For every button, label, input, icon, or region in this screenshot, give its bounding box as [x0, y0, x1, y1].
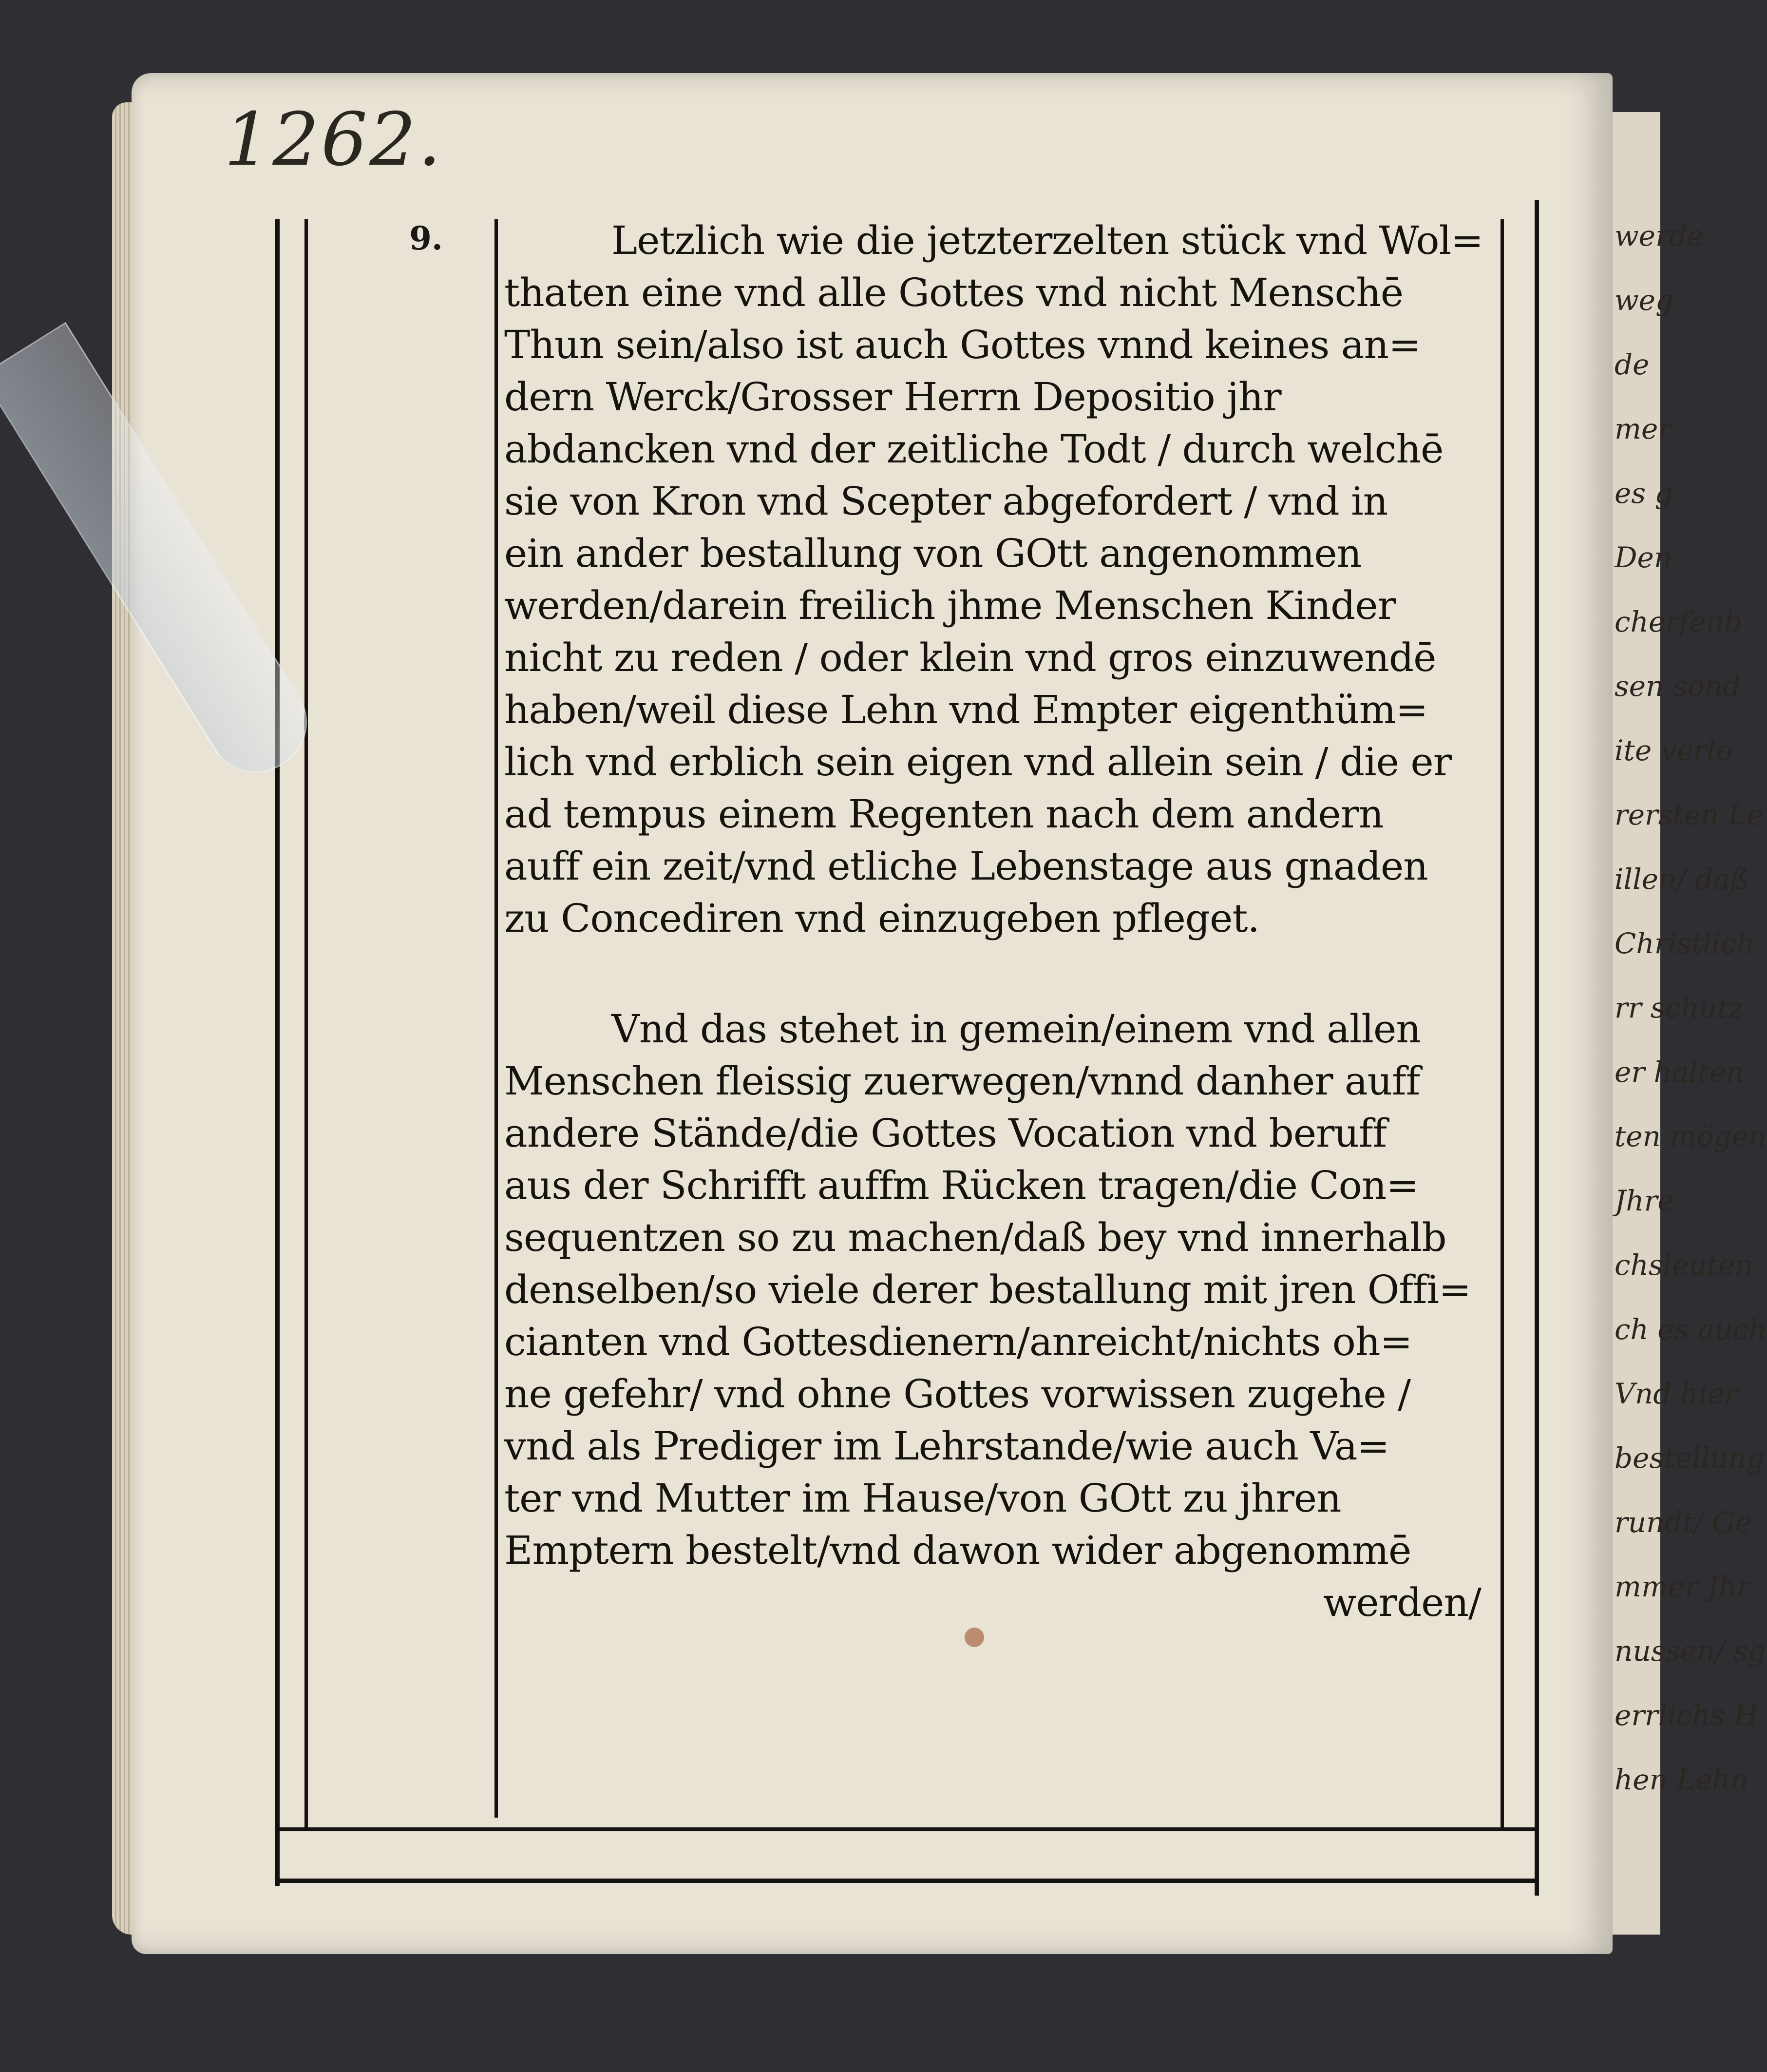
facing-page-fragment: ite verlo [1615, 734, 1733, 767]
text-line: aus der Schrifft auffm Rücken tragen/die Con= [504, 1163, 1419, 1208]
text-line: Menschen fleissig zuerwegen/vnnd danher auff [504, 1058, 1420, 1104]
text-line: Emptern bestelt/vnd dawon wider abgenommē [504, 1528, 1411, 1573]
paragraph-gap [504, 944, 1481, 1003]
section-number: 9. [409, 219, 443, 257]
frame-inner-right [1501, 219, 1504, 1827]
facing-page-fragment: ch es auch [1615, 1313, 1767, 1346]
text-line: ad tempus einem Regenten nach dem andern [504, 791, 1384, 837]
frame-rule-bottom-inner [275, 1827, 1537, 1831]
text-line: haben/weil diese Lehn vnd Empter eigenthüm= [504, 687, 1428, 732]
text-line: ter vnd Mutter im Hause/von GOtt zu jhren [504, 1476, 1341, 1521]
text-line: nicht zu reden / oder klein vnd gros einzuwendē [504, 635, 1436, 680]
facing-page-fragment: illen/ daß [1615, 863, 1749, 896]
text-line: abdancken vnd der zeitliche Todt / durch welchē [504, 426, 1444, 472]
text-line: thaten eine vnd alle Gottes vnd nicht Menschē [504, 270, 1404, 315]
facing-page-fragment: Jhre [1615, 1184, 1674, 1217]
facing-page-fragment: mer [1615, 412, 1672, 445]
facing-page-fragment: rersten Le [1615, 798, 1764, 831]
facing-page-fragment: errlichs H [1615, 1699, 1759, 1732]
text-line: Thun sein/also ist auch Gottes vnnd keines an= [504, 322, 1421, 367]
text-line: auff ein zeit/vnd etliche Lebenstage aus gnaden [504, 844, 1428, 889]
facing-page-fragment: cherfenb [1615, 605, 1743, 638]
text-line: dern Werck/Grosser Herrn Depositio jhr [504, 374, 1281, 420]
facing-page-fragment: es g [1615, 477, 1673, 510]
text-line: sie von Kron vnd Scepter abgefordert / vnd in [504, 479, 1388, 524]
facing-page-fragment: rr schutz [1615, 991, 1744, 1024]
text-line: Letzlich wie die jetzterzelten stück vnd Wol= [611, 218, 1483, 263]
facing-page-fragment: ten mögen [1615, 1120, 1767, 1153]
facing-page-fragment: bestellung [1615, 1441, 1765, 1475]
main-text [504, 214, 1481, 1629]
text-line: zu Concediren vnd einzugeben pfleget. [504, 896, 1259, 941]
text-line: denselben/so viele derer bestallung mit jren Offi= [504, 1267, 1471, 1312]
facing-page-fragment: mmer Jhr [1615, 1570, 1750, 1603]
handwritten-shelfmark: 1262. [224, 97, 443, 182]
text-line: ne gefehr/ vnd ohne Gottes vorwissen zugehe / [504, 1371, 1411, 1417]
facing-page-fragment: er halten [1615, 1055, 1744, 1089]
facing-page-fragment: hen Lehn [1615, 1763, 1749, 1796]
frame-rule-bottom-outer [275, 1879, 1539, 1883]
paragraph-1 [504, 214, 1481, 944]
text-line: vnd als Prediger im Lehrstande/wie auch Va= [504, 1423, 1389, 1469]
frame-outer-right [1535, 200, 1539, 1896]
facing-page-fragment: Vnd hier [1615, 1377, 1738, 1410]
facing-page-fragment: werde [1615, 219, 1704, 252]
frame-column-rule [494, 219, 498, 1818]
facing-page-fragment: sen sond [1615, 670, 1741, 703]
text-line: Vnd das stehet in gemein/einem vnd allen [611, 1006, 1421, 1052]
paper-stain [965, 1628, 984, 1647]
facing-page-fragment: rundt/ Ge [1615, 1506, 1752, 1539]
frame-outer-left [275, 219, 280, 1886]
frame-inner-left [304, 219, 308, 1827]
text-line: sequentzen so zu machen/daß bey vnd innerhalb [504, 1215, 1446, 1260]
paragraph-2 [504, 1003, 1481, 1576]
text-line: lich vnd erblich sein eigen vnd allein sein / die er [504, 739, 1451, 785]
facing-page-fragment: weg [1615, 284, 1674, 317]
text-line: werden/darein freilich jhme Menschen Kinder [504, 583, 1396, 628]
facing-page-fragment: Christlich [1615, 927, 1755, 960]
text-line: ein ander bestallung von GOtt angenommen [504, 531, 1362, 576]
facing-page-fragment: Den [1615, 541, 1672, 574]
text-line: cianten vnd Gottesdienern/anreicht/nichts oh= [504, 1319, 1412, 1364]
catchword-line: werden/ [1323, 1580, 1481, 1625]
facing-page-fragment: de [1615, 348, 1650, 381]
facing-page-fragment: chsleuten [1615, 1248, 1753, 1282]
facing-page-fragment: nussen/ sg [1615, 1634, 1766, 1668]
text-line: andere Stände/die Gottes Vocation vnd beruff [504, 1111, 1387, 1156]
